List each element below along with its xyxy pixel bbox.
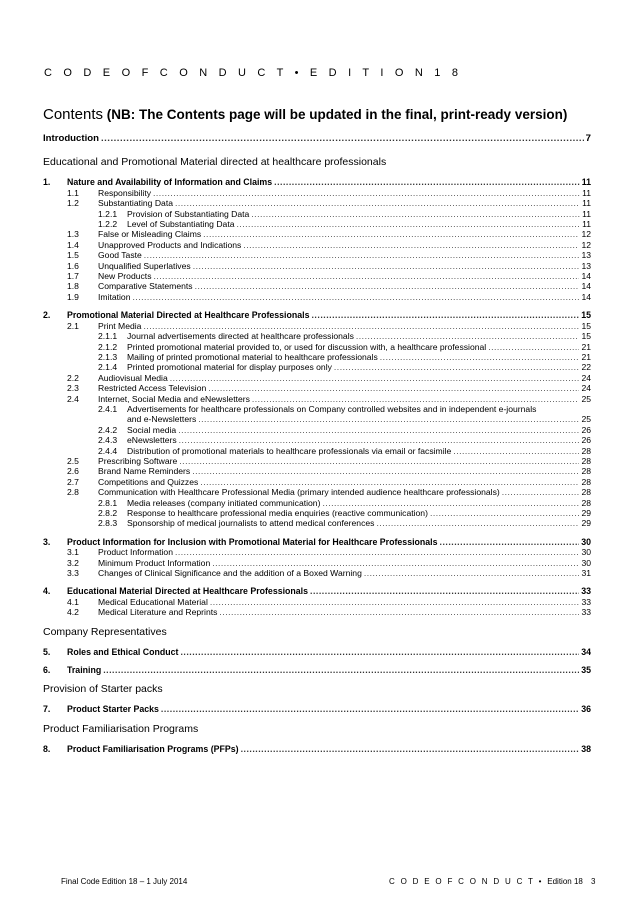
toc-entry[interactable]: 2.2 Audiovisual Media ..... 24	[43, 373, 591, 383]
toc-entry[interactable]: 1.2 Substantiating Data ..... 11	[43, 198, 591, 208]
toc-entry[interactable]: 1.1 Responsibility ..... 11	[43, 188, 591, 198]
toc-entry[interactable]: 2.8.3 Sponsorship of medical journalists to attend medical conferences ..... 29	[43, 518, 591, 528]
title-main: Contents	[43, 106, 104, 123]
toc-chapter-3[interactable]: 3. Product Information for Inclusion with Promotional Material for Healthcare Professionals ..... 30	[43, 537, 591, 547]
toc-entry[interactable]: 2.1.1 Journal advertisements directed at healthcare professionals ..... 15	[43, 331, 591, 341]
toc-entry[interactable]: 2.4.3 eNewsletters ..... 26	[43, 435, 591, 445]
footer-edition-date: Final Code Edition 18 – 1 July 2014	[61, 877, 188, 886]
toc-entry[interactable]: 1.2.1 Provision of Substantiating Data ..... 11	[43, 209, 591, 219]
toc-entry[interactable]: 2.1.4 Printed promotional material for display purposes only ..... 22	[43, 362, 591, 372]
toc-entry-continued[interactable]: and e-Newsletters ..... 25	[43, 414, 591, 424]
toc-chapter-5[interactable]: 5. Roles and Ethical Conduct ..... 34	[43, 647, 591, 657]
toc-chapter-2[interactable]: 2. Promotional Material Directed at Healthcare Professionals ..... 15	[43, 310, 591, 320]
toc-chapter-8[interactable]: 8. Product Familiarisation Programs (PFPs) ..... 38	[43, 744, 591, 754]
toc-entry[interactable]: 2.8.2 Response to healthcare professional media enquiries (reactive communication) ..... 29	[43, 508, 591, 518]
toc-entry[interactable]: 2.4.4 Distribution of promotional materials to healthcare professionals via email or facsimile ..... 28	[43, 446, 591, 456]
toc-entry[interactable]: 1.8 Comparative Statements ..... 14	[43, 281, 591, 291]
toc-chapter-4[interactable]: 4. Educational Material Directed at Healthcare Professionals ..... 33	[43, 586, 591, 596]
toc-entry[interactable]: 3.3 Changes of Clinical Significance and the addition of a Boxed Warning ..... 31	[43, 568, 591, 578]
toc-entry[interactable]: 1.5 Good Taste ..... 13	[43, 250, 591, 260]
title-note: (NB: The Contents page will be updated in the final, print-ready version)	[103, 107, 568, 122]
toc-entry[interactable]: 2.6 Brand Name Reminders ..... 28	[43, 466, 591, 476]
toc-entry[interactable]: 2.4.1 Advertisements for healthcare professionals on Company controlled websites and in independent e-journals	[98, 403, 537, 414]
toc-chapter-6[interactable]: 6. Training ..... 35	[43, 665, 591, 675]
toc-entry[interactable]: 1.4 Unapproved Products and Indications ..... 12	[43, 240, 591, 250]
toc-entry[interactable]: 1.2.2 Level of Substantiating Data ..... 11	[43, 219, 591, 229]
toc-entry[interactable]: 2.8 Communication with Healthcare Professional Media (primary intended audience healthcare professionals) ..... 28	[43, 487, 591, 497]
toc-entry[interactable]: 2.1.2 Printed promotional material provided to, or used for discussion with, a healthcare professional ..... 21	[43, 342, 591, 352]
footer-page-number: 3	[591, 877, 596, 886]
toc-entry[interactable]: 2.3 Restricted Access Television ..... 24	[43, 383, 591, 393]
toc-entry[interactable]: 4.2 Medical Literature and Reprints ..... 33	[43, 607, 591, 617]
toc-entry[interactable]: 1.9 Imitation ..... 14	[43, 292, 591, 302]
toc-entry[interactable]: 2.4.2 Social media ..... 26	[43, 425, 591, 435]
toc-chapter-1[interactable]: 1. Nature and Availability of Information and Claims ..... 11	[43, 177, 591, 187]
toc-entry[interactable]: 3.2 Minimum Product Information ..... 30	[43, 558, 591, 568]
footer-running-title: C O D E O F C O N D U C T • Edition 18	[389, 877, 583, 886]
running-header: C O D E O F C O N D U C T • E D I T I O N 1 8	[44, 67, 463, 79]
section-heading-educational: Educational and Promotional Material directed at healthcare professionals	[43, 156, 387, 169]
section-heading-familiarisation: Product Familiarisation Programs	[43, 722, 199, 735]
toc-entry[interactable]: 2.5 Prescribing Software ..... 28	[43, 456, 591, 466]
toc-entry[interactable]: 2.4 Internet, Social Media and eNewsletters ..... 25	[43, 394, 591, 404]
toc-entry[interactable]: 2.1 Print Media ..... 15	[43, 321, 591, 331]
toc-entry[interactable]: 1.7 New Products ..... 14	[43, 271, 591, 281]
section-heading-company-representatives: Company Representatives	[43, 625, 167, 638]
table-of-contents	[43, 134, 591, 754]
toc-chapter-7[interactable]: 7. Product Starter Packs ..... 36	[43, 704, 591, 714]
toc-entry[interactable]: 2.7 Competitions and Quizzes ..... 28	[43, 477, 591, 487]
toc-entry[interactable]: 1.3 False or Misleading Claims ..... 12	[43, 229, 591, 239]
page-title	[43, 106, 567, 123]
section-heading-starter-packs: Provision of Starter packs	[43, 683, 163, 696]
toc-entry[interactable]: 1.6 Unqualified Superlatives ..... 13	[43, 261, 591, 271]
toc-entry-introduction[interactable]: Introduction ..... 7	[43, 134, 591, 144]
toc-entry[interactable]: 2.8.1 Media releases (company initiated communication) ..... 28	[43, 498, 591, 508]
toc-entry[interactable]: 4.1 Medical Educational Material ..... 33	[43, 597, 591, 607]
toc-entry[interactable]: 3.1 Product Information ..... 30	[43, 547, 591, 557]
toc-entry[interactable]: 2.1.3 Mailing of printed promotional material to healthcare professionals ..... 21	[43, 352, 591, 362]
